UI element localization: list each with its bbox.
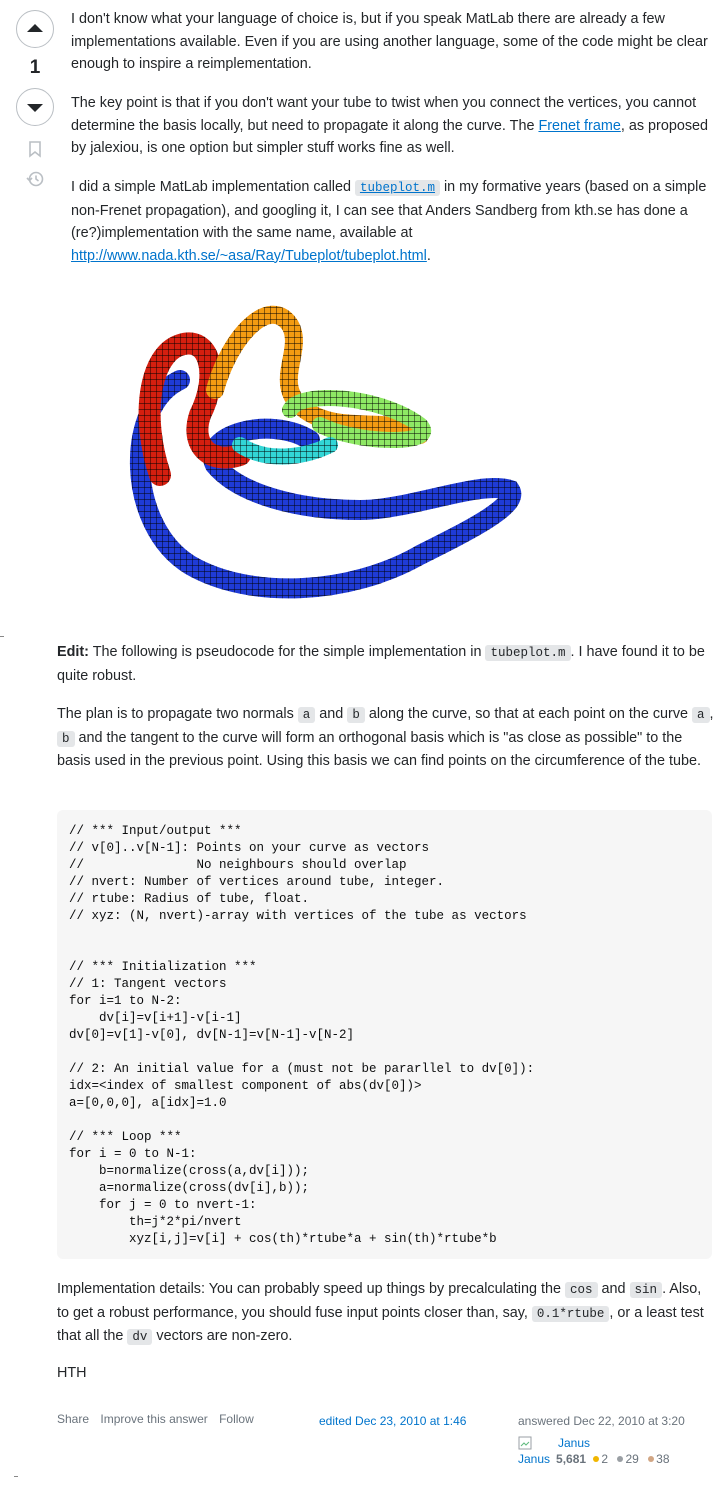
code-block-text: // *** Input/output *** // v[0]..v[N-1]: Points on your curve as vectors // No neighbours should overlap // nvert: Number of vertices around tube, integer. // rtube: Radius of tube, float. // xyz: (N, nvert)-array with vertices of the tube as vectors // *** Initialization *** // 1: Tangent vectors for i=1 to N-2: dv[i]=v[i+1]-v[i-1] dv[0]=v[1]-v[0], dv[N-1]=v[N-1]-v[N-2] // 2: An initial value for a (must not be pararllel to dv[0]): idx=<index of smallest component of abs(dv[0])> a=[0,0,0], a[idx]=1.0 // *** Loop *** for i = 0 to N-1: b=normalize(cross(a,dv[i])); a=normalize(cross(dv[i],b)); for j = 0 to nvert-1: th=j*2*pi/nvert xyz[i,j]=v[i] + cos(th)*rtube*a + sin(th)*rtube*b — [69, 824, 535, 1246]
history-button[interactable] — [26, 170, 44, 188]
gold-badge-count: 2 — [601, 1452, 609, 1466]
code-inline: dv — [127, 1329, 152, 1345]
code-inline: a — [692, 707, 710, 723]
answer-paragraph-3 — [71, 176, 716, 267]
upvote-button[interactable] — [16, 10, 54, 48]
post-menu — [57, 1412, 262, 1426]
broken-image-icon — [518, 1436, 532, 1450]
frenet-frame-link[interactable]: Frenet frame — [538, 117, 621, 134]
code-block[interactable] — [57, 810, 712, 1259]
vote-cell — [14, 10, 56, 188]
bookmark-button[interactable] — [27, 140, 43, 158]
text: . — [426, 247, 431, 264]
arrow-up-icon — [26, 20, 44, 38]
code-inline: 0.1*rtube — [532, 1306, 610, 1322]
user-name-link[interactable]: Janus — [518, 1452, 551, 1466]
arrow-down-icon — [26, 98, 44, 116]
text: . I have found it to be quite robust. — [57, 644, 705, 684]
text: , as proposed by jalexiou, is one option but simpler stuff works fine as well. — [71, 117, 709, 156]
text: The following is pseudocode for the simple implementation in — [88, 644, 486, 660]
answer-paragraph-1: I don't know what your language of choice is, but if you speak MatLab there are already a few implementations available. Even if you are using another language, some of the code might be clear enough to inspire a reimplementation. — [71, 11, 708, 72]
text: vectors are non-zero. — [152, 1328, 293, 1344]
history-icon — [26, 170, 44, 188]
implementation-paragraph — [57, 1278, 717, 1349]
code-inline: tubeplot.m — [355, 180, 440, 196]
text: Implementation details: You can probably speed up things by precalculating the — [57, 1281, 566, 1297]
silver-badge-count: 29 — [625, 1452, 639, 1466]
bronze-badge-icon — [648, 1456, 654, 1462]
text: and — [597, 1281, 630, 1297]
text: along the curve, so that at each point on the curve — [364, 706, 693, 722]
code-inline: b — [347, 707, 365, 723]
code-inline: tubeplot.m — [485, 645, 570, 661]
text: , or a least test that all the — [57, 1304, 704, 1344]
avatar[interactable] — [518, 1436, 538, 1452]
share-link[interactable]: Share — [57, 1412, 90, 1426]
plan-paragraph — [57, 703, 717, 773]
answered-timestamp: answered Dec 22, 2010 at 3:20 — [518, 1414, 685, 1428]
text: , — [709, 706, 714, 722]
margin-tick — [14, 1476, 18, 1477]
gold-badge-icon — [593, 1456, 599, 1462]
text: and — [315, 706, 348, 722]
user-details — [518, 1452, 678, 1466]
text: in my formative years (based on a simple non-Frenet propagation), and googling it, I can see that Anders Sandberg from kth.se has done a (re?)implementation with the same name, available at — [71, 179, 707, 241]
code-inline: cos — [565, 1282, 598, 1298]
tubeplot-url-link[interactable]: http://www.nada.kth.se/~asa/Ray/Tubeplot/tubeplot.html — [71, 247, 427, 264]
reputation-score: 5,681 — [556, 1452, 587, 1466]
code-inline: sin — [630, 1282, 663, 1298]
downvote-button[interactable] — [16, 88, 54, 126]
tube-plot-image — [120, 295, 530, 615]
vote-count: 1 — [29, 57, 41, 78]
avatar-alt-text: Janus — [558, 1436, 591, 1450]
follow-link[interactable]: Follow — [219, 1412, 254, 1426]
silver-badge-icon — [617, 1456, 623, 1462]
code-inline: a — [298, 707, 316, 723]
improve-answer-link[interactable]: Improve this answer — [100, 1412, 208, 1426]
text: The key point is that if you don't want your tube to twist when you connect the vertices, you cannot determine the basis locally, but need to propagate it along the curve. The — [71, 95, 697, 134]
text: and the tangent to the curve will form an orthogonal basis which is "as close as possible" to the basis used in the previous point. Using this basis we can find points on the circumference of the tube. — [57, 729, 701, 769]
edit-paragraph — [57, 641, 712, 687]
code-inline: b — [57, 731, 75, 747]
bookmark-icon — [27, 140, 43, 158]
margin-tick — [0, 636, 4, 637]
tubeplot-code-link[interactable] — [355, 179, 440, 195]
text: I did a simple MatLab implementation called — [71, 179, 355, 195]
signoff-text: HTH — [57, 1365, 87, 1381]
text: The plan is to propagate two normals — [57, 706, 298, 722]
edited-timestamp[interactable]: edited Dec 23, 2010 at 1:46 — [319, 1414, 467, 1428]
bronze-badge-count: 38 — [656, 1452, 670, 1466]
edit-label: Edit: — [57, 644, 89, 660]
text: . Also, to get a robust performance, you should fuse input points closer than, say, — [57, 1281, 702, 1321]
answer-paragraph-2 — [71, 92, 719, 160]
